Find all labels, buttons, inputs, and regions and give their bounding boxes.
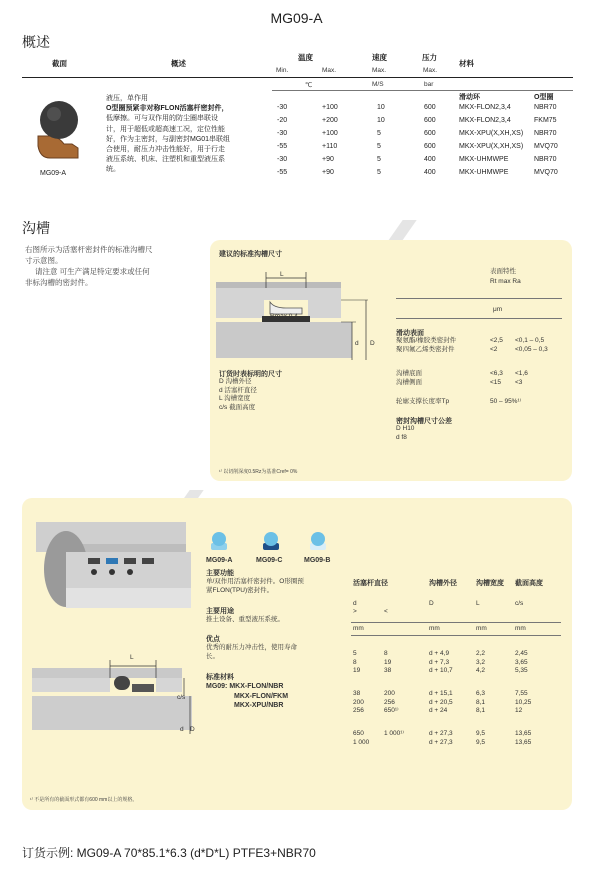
groove-od: d + 7,3	[429, 658, 450, 666]
desc-line: 计，用于超低或超高速工况，定位性能	[106, 125, 225, 133]
cell-speed: 5	[377, 156, 381, 163]
groove-od: d + 20,5	[429, 698, 453, 706]
rod-from: 1 000	[353, 738, 370, 746]
unit-pressure: bar	[424, 81, 434, 88]
mat-title: 标准材料	[206, 674, 234, 681]
col-material: 材料	[459, 59, 474, 68]
cell-speed: 10	[377, 117, 385, 124]
panel1-title: 建议的标准沟槽尺寸	[219, 251, 282, 258]
rod-to: 200	[384, 690, 395, 697]
groove-od: d + 24	[429, 707, 448, 714]
col-groove-od: 沟槽外径	[429, 580, 457, 587]
dim2-D: D	[190, 726, 195, 733]
unit-speed: M/S	[372, 81, 384, 88]
cell-slide: MKX-XPU(X,XH,XS)	[459, 130, 524, 137]
adv-text	[206, 644, 297, 661]
rod-from: 256	[353, 707, 364, 714]
unit-oring: O型圈	[534, 94, 554, 101]
cell-pressure: 600	[424, 104, 436, 111]
cell-oring: NBR70	[534, 104, 557, 111]
sliding-ra	[515, 337, 548, 354]
section-height: 13,65	[515, 738, 532, 746]
um-rule	[396, 318, 562, 319]
func-line: 紧FLON(TPU)密封件。	[206, 586, 274, 594]
cell-pressure: 600	[424, 117, 436, 124]
groove-ra-value: <1,6	[515, 370, 528, 377]
groove-rt-value: <6,3	[490, 370, 503, 377]
sym-L: L	[476, 600, 480, 607]
fit-title: 密封沟槽尺寸公差	[396, 418, 452, 425]
section-height: 13,65	[515, 730, 532, 737]
cell-pressure: 600	[424, 130, 436, 137]
cell-oring: FKM75	[534, 117, 557, 124]
rod-from: 5	[353, 650, 357, 657]
adv-line: 优秀的耐压力冲击性，使用寿命	[206, 644, 297, 651]
section-height: 2,45	[515, 650, 528, 657]
rod-to: 650¹⁾	[384, 707, 399, 714]
unit-temp: ℃	[305, 82, 313, 89]
unit-mm: mm	[353, 625, 364, 632]
cell-pressure: 400	[424, 169, 436, 176]
dim2-L: L	[130, 654, 134, 661]
cell-oring: NBR70	[534, 156, 557, 163]
sliding-rt-value: <2,5	[490, 337, 503, 344]
mat-line: MKX-XPU/NBR	[234, 702, 284, 709]
groove-width: 9,5	[476, 738, 486, 746]
order-line: c/s 截面高度	[219, 403, 256, 411]
desc-line: 液压，单作用	[106, 95, 148, 102]
sym-gt: >	[353, 608, 357, 615]
groove-od: d + 10,7	[429, 667, 453, 674]
variant-c-icon	[260, 530, 282, 552]
col-rod-diameter: 活塞杆直径	[353, 580, 388, 587]
cell-min: -30	[277, 156, 288, 163]
order-line: D 沟槽外径	[219, 378, 252, 385]
groove-line: 沟槽侧面	[396, 378, 422, 386]
surface-rt-ra: Rt max Ra	[490, 278, 521, 285]
intro-line: 右图所示为活塞杆密封件的标准沟槽尺	[25, 245, 153, 254]
groove-od: d + 27,3	[429, 730, 453, 737]
groove-width: 3,2	[476, 658, 486, 666]
variant-a-label: MG09-A	[206, 557, 233, 564]
description-block	[106, 94, 281, 176]
dim-rule-1	[351, 622, 561, 623]
cell-max: +90	[322, 169, 334, 176]
use-text	[206, 616, 284, 625]
cell-min: -30	[277, 130, 288, 137]
unit-um: μm	[493, 306, 503, 313]
col-description: 概述	[171, 59, 186, 68]
col-pressure: 压力	[422, 53, 437, 62]
rod-from: 8	[353, 658, 357, 666]
dim2-d: d	[180, 726, 184, 733]
desc-line: 合使用，耐压力冲击性能好，用于行走	[106, 146, 225, 154]
groove-surface-lines	[396, 370, 422, 387]
sym-D: D	[429, 600, 434, 607]
rod-to: 19	[384, 658, 392, 666]
intro-line: 请注意 可生产满足特定要求或任何	[35, 267, 150, 276]
rod-to: 256	[384, 698, 395, 706]
intro-line: 非标沟槽的密封件。	[25, 278, 93, 287]
rod-from: 19	[353, 667, 361, 674]
fit-line: d f8	[396, 433, 407, 441]
func-title: 主要功能	[206, 570, 234, 577]
intro-line: 寸示意图。	[25, 256, 63, 265]
sym-d: d	[353, 600, 357, 607]
tp-value: 50 – 95%¹⁾	[490, 398, 522, 405]
seal-profile-image	[32, 96, 84, 166]
cell-speed: 5	[377, 130, 381, 137]
cell-pressure: 400	[424, 156, 436, 163]
rod-to: 1 000¹⁾	[384, 730, 405, 737]
unit-mm: mm	[476, 625, 487, 632]
groove-width: 4,2	[476, 667, 486, 674]
section-height: 12	[515, 707, 523, 714]
groove-size-panel	[210, 240, 572, 481]
func-text	[206, 578, 304, 595]
table-top-rule	[22, 77, 573, 78]
sub-max: Max.	[322, 67, 337, 74]
unit-slide: 滑动环	[459, 94, 480, 101]
fit-lines	[396, 425, 414, 442]
cell-max: +200	[322, 117, 338, 124]
sliding-lines	[396, 337, 456, 354]
panel2-footnote: ¹⁾ 不是所有的截面形式都有600 mm以上的规格。	[30, 797, 138, 803]
col-section-height: 截面高度	[515, 580, 543, 587]
desc-line: 好，作为主密封，与副密封MG01串联组	[106, 135, 231, 143]
mat-line: MG09: MKX-FLON/NBR	[206, 683, 284, 690]
sliding-rt	[490, 337, 503, 354]
groove-intro	[25, 244, 153, 288]
groove-ra	[515, 370, 528, 387]
rod-from: 38	[353, 690, 361, 697]
cell-oring: NBR70	[534, 130, 557, 137]
sliding-line: 聚四氟乙烯类密封件	[396, 345, 455, 353]
cell-max: +100	[322, 104, 338, 111]
cell-slide: MKX-UHMWPE	[459, 169, 509, 176]
cell-pressure: 600	[424, 143, 436, 150]
groove-width: 2,2	[476, 650, 486, 657]
installation-drawing	[26, 514, 196, 614]
sliding-line: 聚氨酯/橡胶类密封件	[396, 337, 457, 344]
groove-rt	[490, 370, 503, 387]
mat-text	[206, 682, 288, 711]
sub-pressure-max: Max.	[423, 67, 438, 74]
groove-section-drawing	[28, 646, 198, 736]
surface-title: 表面特性	[490, 268, 516, 275]
groove-ra-value: <3	[515, 378, 523, 386]
variant-b-icon	[307, 530, 329, 552]
cell-speed: 5	[377, 169, 381, 176]
dim-rmax: Rmax 0,4	[270, 313, 298, 320]
section-height: 3,65	[515, 658, 528, 666]
unit-mm: mm	[429, 625, 440, 632]
cell-min: -55	[277, 169, 288, 176]
cell-slide: MKX-UHMWPE	[459, 156, 509, 163]
profile-label: MG09-A	[40, 170, 67, 177]
sliding-ra-value: <0,1 – 0,5	[515, 337, 545, 344]
watermark-stripe	[387, 220, 416, 242]
adv-line: 长。	[206, 652, 219, 660]
cell-max: +110	[322, 143, 338, 150]
dim-L: L	[280, 271, 284, 278]
col-groove-width: 沟槽宽度	[476, 580, 504, 587]
section-height: 5,35	[515, 667, 528, 674]
groove-od: d + 27,3	[429, 738, 453, 746]
groove-drawing	[210, 264, 390, 374]
order-line: d 活塞杆直径	[219, 386, 257, 394]
section-height: 7,55	[515, 690, 528, 697]
rod-from: 650	[353, 730, 364, 737]
col-section: 截面	[52, 59, 67, 68]
sym-cs: c/s	[515, 600, 524, 607]
rod-to: 38	[384, 667, 392, 674]
cell-min: -20	[277, 117, 288, 124]
desc-line: 统。	[106, 166, 120, 174]
groove-line: 沟槽底面	[396, 370, 422, 377]
func-line: 单/双作用活塞杆密封件。O形圈预	[206, 578, 304, 585]
order-title: 订货时表标明的尺寸	[219, 371, 282, 378]
fit-line: D H10	[396, 425, 415, 432]
section-height: 10,25	[515, 698, 532, 706]
use-line: 推土设备、重型液压系统。	[206, 616, 284, 623]
sliding-title: 滑动表面	[396, 330, 424, 337]
cell-oring: MVQ70	[534, 143, 558, 150]
dim-d: d	[355, 340, 359, 347]
desc-line: 液压系统、机床、注塑机和重型液压系	[106, 156, 225, 164]
sliding-rt-value: <2	[490, 345, 498, 353]
cell-speed: 10	[377, 104, 385, 111]
order-line: L 沟槽宽度	[219, 395, 251, 402]
desc-line: 低摩擦。可与双作用的防尘圈串联设	[106, 115, 218, 123]
groove-heading: 沟槽	[22, 220, 50, 236]
dim-D: D	[370, 340, 375, 347]
cell-slide: MKX-XPU(X,XH,XS)	[459, 143, 524, 150]
dim-rule-2	[351, 635, 561, 636]
sub-min: Min.	[276, 67, 289, 74]
product-panel	[22, 498, 572, 810]
cell-min: -30	[277, 104, 288, 111]
groove-width: 8,1	[476, 707, 486, 714]
cell-max: +90	[322, 156, 334, 163]
cell-slide: MKX-FLON2,3,4	[459, 117, 511, 124]
sub-speed-max: Max.	[372, 67, 387, 74]
order-lines	[219, 378, 257, 412]
col-speed: 速度	[372, 53, 387, 62]
units-rule	[272, 90, 573, 91]
panel1-footnote: ¹⁾ 以切削深度0.5Rz为基准Cref= 0%	[219, 469, 298, 475]
cell-min: -55	[277, 143, 288, 150]
desc-line: O型圈预紧非对称FLON活塞杆密封件，	[106, 105, 229, 113]
groove-width: 6,3	[476, 690, 486, 697]
variant-b-label: MG09-B	[304, 557, 331, 564]
overview-heading: 概述	[22, 34, 50, 50]
rod-to: 8	[384, 650, 388, 657]
groove-width: 9,5	[476, 730, 486, 737]
rod-from: 200	[353, 698, 364, 706]
sliding-ra-value: <0,05 – 0,3	[515, 345, 548, 353]
groove-width: 8,1	[476, 698, 486, 706]
tp-label: 轮廓支撑长度率Tp	[396, 398, 450, 405]
cell-oring: MVQ70	[534, 169, 558, 176]
mat-line: MKX-FLON/FKM	[234, 692, 289, 700]
order-example: 订货示例: MG09-A 70*85.1*6.3 (d*D*L) PTFE3+NBR70	[22, 846, 316, 860]
cell-slide: MKX-FLON2,3,4	[459, 104, 511, 111]
groove-od: d + 4,9	[429, 650, 450, 657]
surface-rule	[396, 298, 562, 299]
page-title: MG09-A	[270, 10, 323, 26]
variant-a-icon	[208, 530, 230, 552]
unit-mm: mm	[515, 625, 526, 632]
adv-title: 优点	[206, 636, 220, 643]
groove-rt-value: <15	[490, 378, 502, 386]
use-title: 主要用途	[206, 608, 234, 615]
sym-lt: <	[384, 608, 388, 615]
col-temperature: 温度	[298, 53, 313, 62]
cell-max: +100	[322, 130, 338, 137]
cell-speed: 5	[377, 143, 381, 150]
groove-od: d + 15,1	[429, 690, 453, 697]
dim2-cs: c/s	[177, 694, 186, 701]
variant-c-label: MG09-C	[256, 557, 283, 564]
